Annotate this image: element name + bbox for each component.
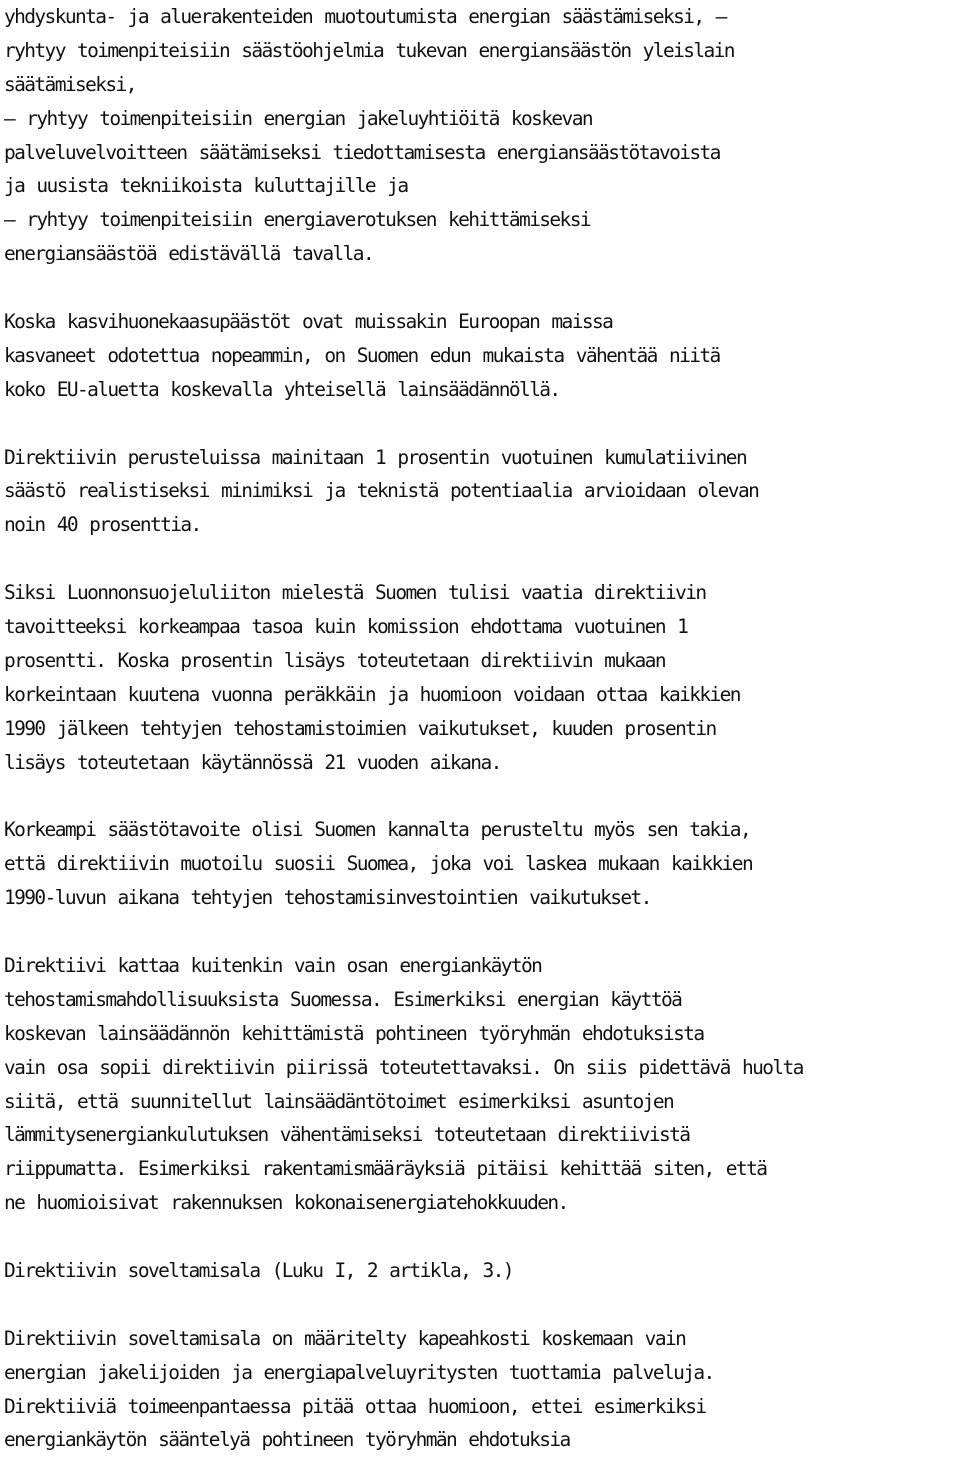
text-line: ne huomioisivat rakennuksen kokonaisenergiatehokkuuden. xyxy=(4,1191,568,1215)
paragraph-finland-advantage xyxy=(4,813,956,915)
text-line: koskevan lainsäädännön kehittämistä pohtineen työryhmän ehdotuksista xyxy=(4,1021,704,1045)
paragraph-scope xyxy=(4,1322,956,1457)
document-page xyxy=(4,0,956,1457)
paragraph-measures-list xyxy=(4,0,956,271)
paragraph-gap xyxy=(4,915,956,949)
paragraph-gap xyxy=(4,407,956,441)
paragraph-gap xyxy=(4,542,956,576)
paragraph-gap xyxy=(4,1220,956,1254)
text-line: noin 40 prosenttia. xyxy=(4,513,201,537)
text-line: Direktiivin soveltamisala on määritelty kapeahkosti koskemaan vain xyxy=(4,1326,686,1350)
text-line: säästö realistiseksi minimiksi ja teknistä potentiaalia arvioidaan olevan xyxy=(4,479,759,503)
text-line: koko EU-aluetta koskevalla yhteisellä lainsäädännöllä. xyxy=(4,377,560,401)
text-line: 1990 jälkeen tehtyjen tehostamistoimien vaikutukset, kuuden prosentin xyxy=(4,716,716,740)
text-line: lisäys toteutetaan käytännössä 21 vuoden aikana. xyxy=(4,750,501,774)
text-line: yhdyskunta- ja aluerakenteiden muotoutumista energian säästämiseksi, – xyxy=(4,5,726,28)
text-line: riippumatta. Esimerkiksi rakentamismääräyksiä pitäisi kehittää siten, että xyxy=(4,1157,767,1181)
text-line: Siksi Luonnonsuojeluliiton mielestä Suomen tulisi vaatia direktiivin xyxy=(4,581,706,605)
text-line: 1990-luvun aikana tehtyjen tehostamisinvestointien vaikutukset. xyxy=(4,886,651,910)
section-heading: Direktiivin soveltamisala (Luku I, 2 artikla, 3.) xyxy=(4,1258,513,1282)
text-line: energian jakelijoiden ja energiapalveluyritysten tuottamia palveluja. xyxy=(4,1360,714,1384)
text-line: Korkeampi säästötavoite olisi Suomen kannalta perusteltu myös sen takia, xyxy=(4,818,751,842)
paragraph-directive-rationale xyxy=(4,441,956,543)
text-line: Direktiiviä toimeenpantaessa pitää ottaa huomioon, ettei esimerkiksi xyxy=(4,1394,706,1418)
paragraph-gap xyxy=(4,1288,956,1322)
text-line: tavoitteeksi korkeampaa tasoa kuin komission ehdottama vuotuinen 1 xyxy=(4,615,688,639)
text-line: ryhtyy toimenpiteisiin säästöohjelmia tukevan energiansäästön yleislain xyxy=(4,38,734,62)
text-line: korkeintaan kuutena vuonna peräkkäin ja huomioon voidaan ottaa kaikkien xyxy=(4,682,740,706)
text-line: Direktiivin perusteluissa mainitaan 1 prosentin vuotuinen kumulatiivinen xyxy=(4,445,747,469)
paragraph-greenhouse-emissions xyxy=(4,305,956,407)
text-line: palveluvelvoitteen säätämiseksi tiedottamisesta energiansäästötavoista xyxy=(4,140,720,164)
paragraph-directive-coverage xyxy=(4,949,956,1220)
text-line: energiankäytön sääntelyä pohtineen työryhmän ehdotuksia xyxy=(4,1428,570,1452)
text-line: vain osa sopii direktiivin piirissä toteutettavaksi. On siis pidettävä huolta xyxy=(4,1055,803,1079)
text-line: siitä, että suunnitellut lainsäädäntötoimet esimerkiksi asuntojen xyxy=(4,1089,674,1113)
paragraph-gap xyxy=(4,779,956,813)
text-line: tehostamismahdollisuuksista Suomessa. Esimerkiksi energian käyttöä xyxy=(4,987,682,1011)
paragraph-gap xyxy=(4,271,956,305)
text-line: ja uusista tekniikoista kuluttajille ja xyxy=(4,174,408,198)
text-line: kasvaneet odotettua nopeammin, on Suomen edun mukaista vähentää niitä xyxy=(4,343,720,367)
text-line: energiansäästöä edistävällä tavalla. xyxy=(4,242,374,266)
paragraph-higher-target xyxy=(4,576,956,779)
text-line: Direktiivi kattaa kuitenkin vain osan energiankäytön xyxy=(4,953,542,977)
text-line: Koska kasvihuonekaasupäästöt ovat muissakin Euroopan maissa xyxy=(4,310,613,334)
section-heading-scope xyxy=(4,1254,956,1288)
text-line: prosentti. Koska prosentin lisäys toteutetaan direktiivin mukaan xyxy=(4,648,665,672)
text-line: säätämiseksi, xyxy=(4,72,136,96)
text-line: – ryhtyy toimenpiteisiin energian jakeluyhtiöitä koskevan xyxy=(4,106,592,130)
text-line: – ryhtyy toimenpiteisiin energiaverotuksen kehittämiseksi xyxy=(4,208,590,232)
text-line: että direktiivin muotoilu suosii Suomea, joka voi laskea mukaan kaikkien xyxy=(4,852,753,876)
text-line: lämmitysenergiankulutuksen vähentämiseksi toteutetaan direktiivistä xyxy=(4,1123,690,1147)
